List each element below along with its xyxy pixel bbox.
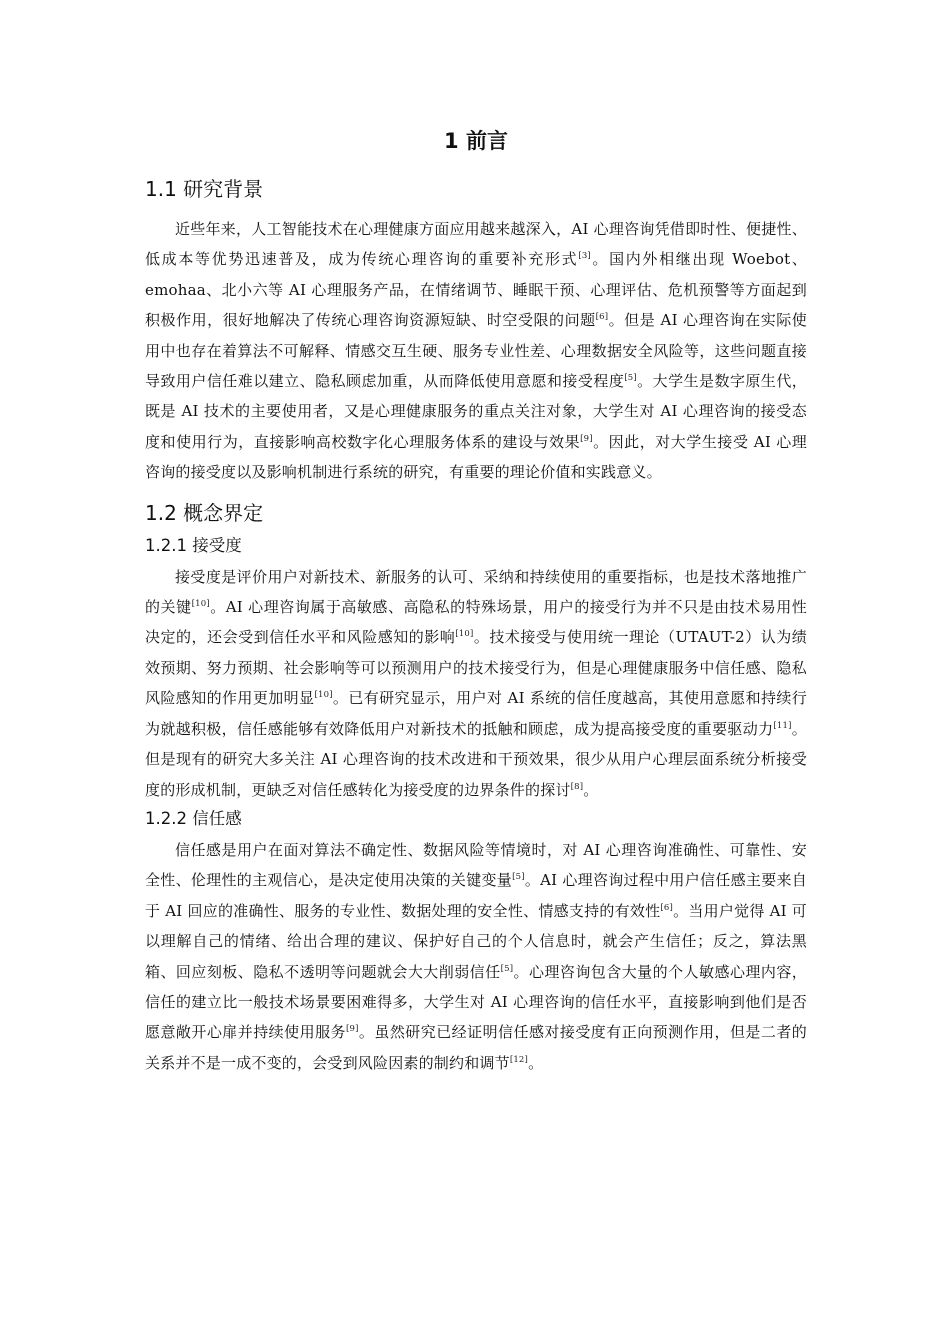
text-run: 接受度是评价用户对新技术、新服务的认可、采纳和持续使用的重要指标，也是技术落地推广的关键 bbox=[145, 567, 807, 617]
citation-marker: [12] bbox=[509, 1054, 529, 1065]
text-run: 。技术接受与使用统一理论（UTAUT-2）认为绩效预期、努力预期、社会影响等可以预测用户的技术接受行为，但是心理健康服务中信任感、隐私风险感知的作用更加明显 bbox=[145, 628, 807, 708]
citation-marker: [10] bbox=[455, 629, 474, 640]
citation-marker: [10] bbox=[314, 690, 333, 701]
citation-marker: [9] bbox=[580, 433, 593, 444]
citation-marker: [5] bbox=[500, 963, 514, 974]
text-run: 。 bbox=[583, 780, 599, 799]
citation-marker: [6] bbox=[595, 312, 609, 323]
citation-marker: [5] bbox=[512, 872, 525, 883]
text-run: 。AI 心理咨询属于高敏感、高隐私的特殊场景，用户的接受行为并不只是由技术易用性决定的，还会受到信任水平和风险感知的影响 bbox=[145, 598, 808, 647]
text-run: 。心理咨询包含大量的个人敏感心理内容，信任的建立比一般技术场景要困难得多，大学生对 AI 心理咨询的信任水平，直接影响到他们是否愿意敞开心扉并持续使用服务 bbox=[145, 962, 807, 1042]
citation-marker: [10] bbox=[191, 599, 210, 610]
paragraph-research-background bbox=[145, 214, 807, 488]
citation-marker: [11] bbox=[773, 720, 792, 731]
page-content bbox=[145, 124, 807, 1078]
text-run: 。 bbox=[528, 1053, 544, 1072]
text-run: 。因此，对大学生接受 AI 心理咨询的接受度以及影响机制进行系统的研究，有重要的理论价值和实践意义。 bbox=[145, 432, 807, 482]
citation-marker: [6] bbox=[660, 902, 674, 913]
text-run: 。但是现有的研究大多关注 AI 心理咨询的技术改进和干预效果，很少从用户心理层面系统分析接受度的形成机制，更缺乏对信任感转化为接受度的边界条件的探讨 bbox=[145, 719, 807, 799]
section-title-concept-definition: 1.2 概念界定 bbox=[145, 500, 264, 525]
citation-marker: [9] bbox=[346, 1024, 359, 1035]
citation-marker: [3] bbox=[578, 251, 591, 262]
paragraph-acceptance bbox=[145, 562, 807, 805]
text-run: 。大学生是数字原生代，既是 AI 技术的主要使用者，又是心理健康服务的重点关注对象，大学生对 AI 心理咨询的接受态度和使用行为，直接影响高校数字化心理服务体系的建设与效果 bbox=[145, 372, 807, 451]
text-run: 近些年来，人工智能技术在心理健康方面应用越来越深入，AI 心理咨询凭借即时性、便捷性、低成本等优势迅速普及，成为传统心理咨询的重要补充形式 bbox=[145, 220, 807, 269]
subsection-title-trust: 1.2.2 信任感 bbox=[145, 808, 242, 828]
text-run: 。AI 心理咨询过程中用户信任感主要来自于 AI 回应的准确性、服务的专业性、数据处理的安全性、情感支持的有效性 bbox=[145, 871, 807, 920]
paragraph-trust bbox=[145, 835, 807, 1078]
section-title-research-background: 1.1 研究背景 bbox=[145, 177, 264, 201]
chapter-title: 1 前言 bbox=[444, 129, 508, 153]
text-run: 。国内外相继出现 Woebot、emohaa、北小六等 AI 心理服务产品，在情绪调节、睡眠干预、心理评估、危机预警等方面起到积极作用，很好地解决了传统心理咨询资源短缺、时空受限的问题 bbox=[145, 250, 808, 330]
text-run: 信任感是用户在面对算法不确定性、数据风险等情境时，对 AI 心理咨询准确性、可靠性、安全性、伦理性的主观信心，是决定使用决策的关键变量 bbox=[145, 840, 807, 890]
citation-marker: [5] bbox=[624, 373, 637, 384]
text-run: 。但是 AI 心理咨询在实际使用中也存在着算法不可解释、情感交互生硬、服务专业性差、心理数据安全风险等，这些问题直接导致用户信任难以建立、隐私顾虑加重，从而降低使用意愿和接受程度 bbox=[145, 311, 808, 391]
subsection-title-acceptance: 1.2.1 接受度 bbox=[145, 535, 242, 555]
text-run: 。当用户觉得 AI 可以理解自己的情绪、给出合理的建议、保护好自己的个人信息时，就会产生信任；反之，算法黑箱、回应刻板、隐私不透明等问题就会大大削弱信任 bbox=[145, 901, 808, 981]
citation-marker: [8] bbox=[570, 781, 584, 792]
text-run: 。虽然研究已经证明信任感对接受度有正向预测作用，但是二者的关系并不是一成不变的，会受到风险因素的制约和调节 bbox=[145, 1023, 807, 1072]
text-run: 。已有研究显示，用户对 AI 系统的信任度越高，其使用意愿和持续行为就越积极，信任感能够有效降低用户对新技术的抵触和顾虑，成为提高接受度的重要驱动力 bbox=[145, 689, 807, 738]
